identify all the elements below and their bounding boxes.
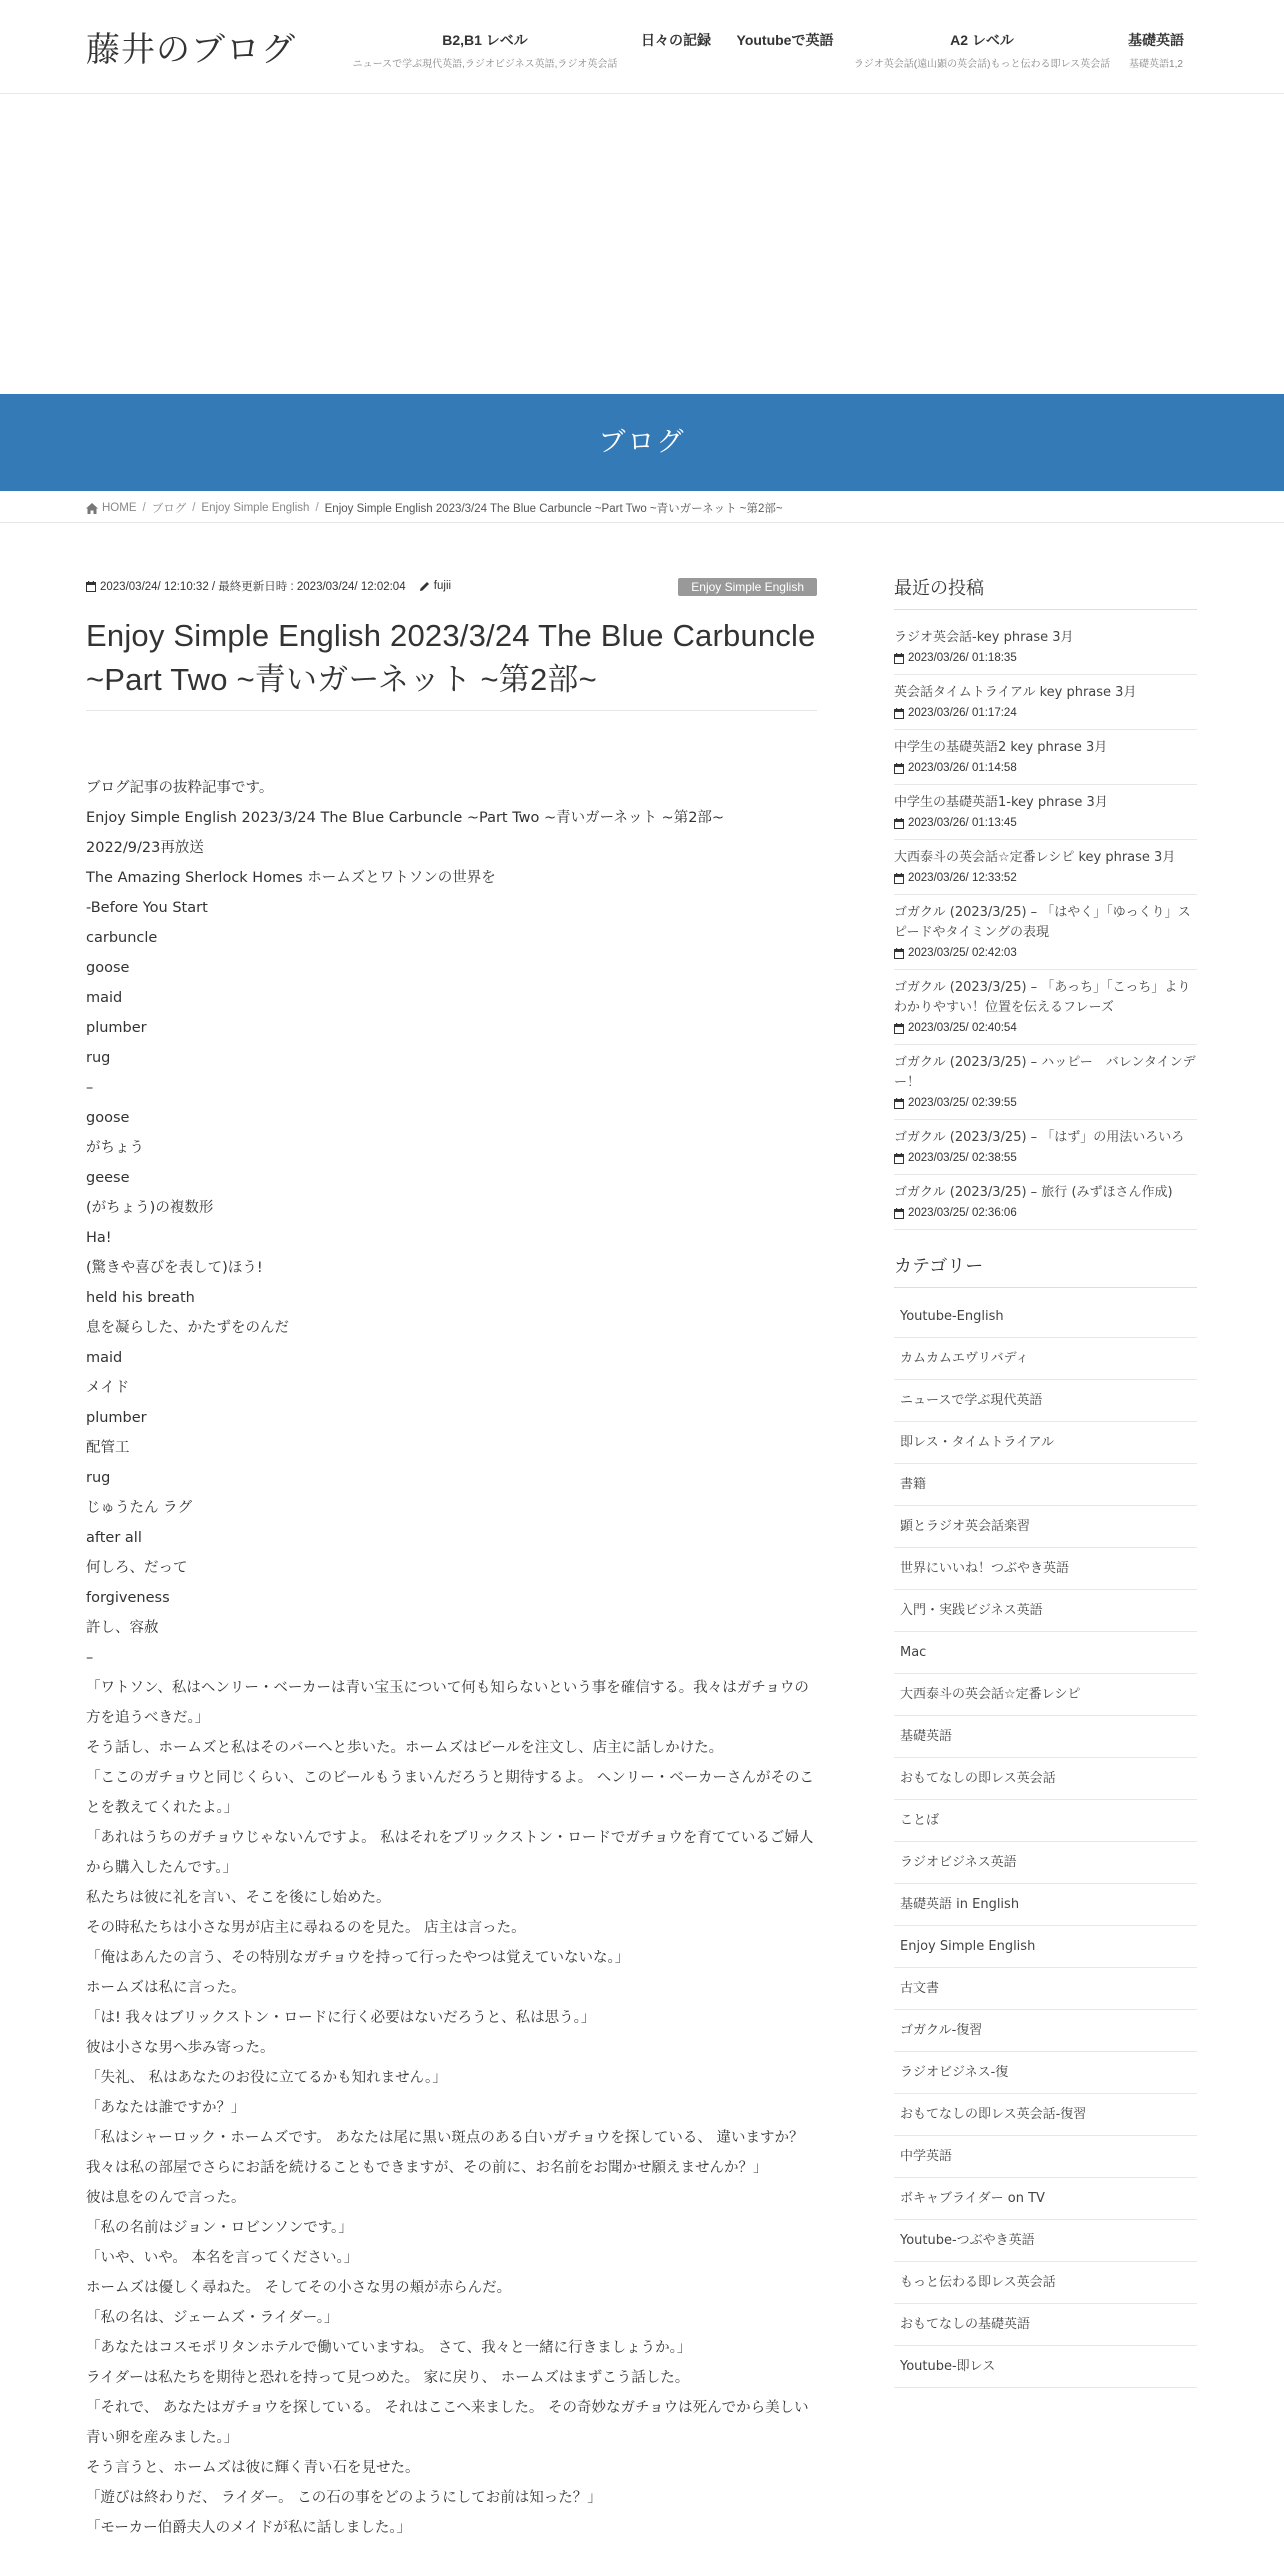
nav-item-sublabel: ニュースで学ぶ現代英語,ラジオビジネス英語,ラジオ英会話	[352, 59, 618, 70]
recent-post-link[interactable]: ゴガクル (2023/3/25) – 「はやく」「ゆっくり」スピードやタイミングの表現	[894, 905, 1191, 940]
recent-post-link[interactable]: 大西泰斗の英会話☆定番レシピ key phrase 3月	[894, 850, 1176, 865]
post-body	[86, 773, 817, 2543]
recent-post-link[interactable]: ラジオ英会話-key phrase 3月	[894, 630, 1074, 645]
body-line: 「あれはうちのガチョウじゃないんですよ。 私はそれをブリックストン・ロードでガチョウを育てているご婦人から購入したんです。」	[86, 1830, 814, 1876]
body-line: Enjoy Simple English 2023/3/24 The Blue Carbuncle ~Part Two ~青いガーネット ~第2部~	[86, 810, 725, 826]
recent-post-date	[894, 817, 1197, 829]
recent-post-date	[894, 1022, 1197, 1034]
breadcrumb: HOME / ブログ / Enjoy Simple English / Enjoy Simple English 2023/3/24 The Blue Carbuncle ~Part Two ~青いガーネット ~第2部~	[0, 491, 1284, 523]
body-line: after all	[86, 1530, 142, 1546]
recent-post-link[interactable]: ゴガクル (2023/3/25) – ハッピー バレンタインデー！	[894, 1055, 1196, 1090]
body-line: そう話し、ホームズと私はそのバーへと歩いた。ホームズはビールを注文し、店主に話しかけた。	[86, 1740, 724, 1756]
category-link[interactable]: ニュースで学ぶ現代英語	[894, 1380, 1197, 1422]
nav-item-a2[interactable]	[852, 30, 1112, 70]
nav-item-b2b1[interactable]	[342, 30, 628, 70]
recent-post-item	[894, 895, 1197, 970]
calendar-icon	[894, 873, 904, 884]
category-link[interactable]: 基礎英語	[894, 1716, 1197, 1758]
body-line: ホームズは優しく尋ねた。 そしてその小さな男の頬が赤らんだ。	[86, 2280, 512, 2296]
recent-post-item	[894, 785, 1197, 840]
recent-post-link[interactable]: 英会話タイムトライアル key phrase 3月	[894, 685, 1137, 700]
category-link[interactable]: 基礎英語 in English	[894, 1884, 1197, 1926]
category-link[interactable]: ゴガクル-復習	[894, 2010, 1197, 2052]
calendar-icon	[86, 581, 96, 592]
post-meta	[86, 578, 817, 600]
body-line: そう言うと、ホームズは彼に輝く青い石を見せた。	[86, 2460, 420, 2476]
body-line: held his breath	[86, 1290, 195, 1306]
breadcrumb-current: Enjoy Simple English 2023/3/24 The Blue Carbuncle ~Part Two ~青いガーネット ~第2部~	[324, 503, 783, 515]
nav-item-label: 基礎英語	[1128, 32, 1184, 48]
body-line: 「それで、 あなたはガチョウを探している。 それはここへ来ました。 その奇妙なガチョウは死んでから美しい青い卵を産みました。」	[86, 2400, 809, 2446]
category-link[interactable]: 古文書	[894, 1968, 1197, 2010]
body-line: –	[86, 1650, 94, 1666]
body-line: がちょう	[86, 1140, 144, 1156]
recent-post-date	[894, 762, 1197, 774]
body-line: 「ここのガチョウと同じくらい、このビールもうまいんだろうと期待するよ。 ヘンリー・ベーカーさんがそのことを教えてくれたよ。」	[86, 1770, 815, 1816]
recent-post-date	[894, 1097, 1197, 1109]
body-line: maid	[86, 1350, 123, 1366]
body-line: 彼は小さな男へ歩み寄った。	[86, 2040, 275, 2056]
body-line: 「あなたはコスモポリタンホテルで働いていますね。 さて、我々と一緒に行きましょうか。」	[86, 2340, 692, 2356]
body-line: rug	[86, 1470, 111, 1486]
category-link[interactable]: Enjoy Simple English	[894, 1926, 1197, 1968]
body-line: –	[86, 1080, 94, 1096]
breadcrumb-category[interactable]: Enjoy Simple English	[201, 502, 310, 514]
nav-item-label: Youtubeで英語	[736, 32, 834, 48]
breadcrumb-blog[interactable]: ブログ	[151, 503, 187, 515]
category-link[interactable]: ラジオビジネス-復	[894, 2052, 1197, 2094]
body-line: じゅうたん ラグ	[86, 1500, 193, 1516]
calendar-icon	[894, 1153, 904, 1164]
recent-post-item	[894, 1175, 1197, 1230]
body-line: 2022/9/23再放送	[86, 840, 204, 856]
body-line: 「あなたは誰ですか？」	[86, 2100, 246, 2116]
body-line: 彼は息をのんで言った。	[86, 2190, 246, 2206]
nav-item-kiso[interactable]	[1118, 30, 1194, 70]
nav-item-label: A2 レベル	[950, 32, 1014, 48]
category-link[interactable]: ボキャブライダー on TV	[894, 2178, 1197, 2220]
recent-post-item	[894, 675, 1197, 730]
categories-list	[894, 1296, 1197, 2388]
nav-item-label: 日々の記録	[641, 32, 711, 48]
recent-post-item	[894, 730, 1197, 785]
category-link[interactable]: おもてなしの即レス英会話	[894, 1758, 1197, 1800]
recent-post-date	[894, 1207, 1197, 1219]
nav-item-sublabel: ラジオ英会話(遠山顕の英会話)もっと伝わる即レス英会話	[853, 59, 1111, 70]
home-icon	[86, 503, 98, 514]
body-line: rug	[86, 1050, 111, 1066]
site-header	[0, 0, 1284, 94]
recent-post-date-text: 2023/03/26/ 01:18:35	[908, 652, 1017, 664]
body-line: その時私たちは小さな男が店主に尋ねるのを見た。 店主は言った。	[86, 1920, 526, 1936]
nav-item-label: B2,B1 レベル	[442, 32, 528, 48]
post-author[interactable]: fujii	[433, 580, 452, 592]
recent-post-date	[894, 947, 1197, 959]
sidebar	[894, 574, 1197, 2388]
body-line: ライダーは私たちを期待と恐れを持って見つめた。 家に戻り、 ホームズはまずこう話した。	[86, 2370, 690, 2386]
calendar-icon	[894, 1098, 904, 1109]
recent-post-date	[894, 707, 1197, 719]
category-link[interactable]: 中学英語	[894, 2136, 1197, 2178]
body-line: 「私の名前はジョン・ロビンソンです。」	[86, 2220, 353, 2236]
body-line: 「いや、いや。 本名を言ってください。」	[86, 2250, 359, 2266]
recent-post-date-text: 2023/03/26/ 01:13:45	[908, 817, 1017, 829]
recent-posts-list	[894, 620, 1197, 1230]
pencil-icon	[419, 581, 430, 592]
page-header	[0, 394, 1284, 491]
category-link[interactable]: 世界にいいね！つぶやき英語	[894, 1548, 1197, 1590]
recent-post-date-text: 2023/03/26/ 01:17:24	[908, 707, 1017, 719]
category-badge[interactable]: Enjoy Simple English	[678, 578, 817, 596]
category-link[interactable]: もっと伝わる即レス英会話	[894, 2262, 1197, 2304]
body-line: 「俺はあんたの言う、その特別なガチョウを持って行ったやつは覚えていないな。」	[86, 1950, 630, 1966]
recent-post-item	[894, 970, 1197, 1045]
recent-post-date	[894, 1152, 1197, 1164]
body-line: -Before You Start	[86, 900, 208, 916]
recent-post-link[interactable]: 中学生の基礎英語1-key phrase 3月	[894, 795, 1108, 810]
body-line: 配管工	[86, 1440, 130, 1456]
recent-post-item	[894, 840, 1197, 895]
recent-post-link[interactable]: ゴガクル (2023/3/25) – 「あっち」「こっち」よりわかりやすい！位置を伝えるフレーズ	[894, 980, 1191, 1015]
category-link[interactable]: 大西泰斗の英会話☆定番レシピ	[894, 1674, 1197, 1716]
post-title: Enjoy Simple English 2023/3/24 The Blue Carbuncle ~Part Two ~青いガーネット ~第2部~	[86, 614, 817, 711]
calendar-icon	[894, 818, 904, 829]
categories-title: カテゴリー	[894, 1252, 1197, 1288]
recent-post-date-text: 2023/03/25/ 02:42:03	[908, 947, 1017, 959]
recent-post-item	[894, 1045, 1197, 1120]
category-link[interactable]: Youtube-English	[894, 1296, 1197, 1338]
body-line: ホームズは私に言った。	[86, 1980, 246, 1996]
nav-item-youtube[interactable]	[728, 30, 842, 70]
main-content	[86, 578, 817, 2543]
breadcrumb-home[interactable]: HOME	[102, 502, 137, 514]
body-line: 息を凝らした、かたずをのんだ	[86, 1320, 289, 1336]
page-title: ブログ	[598, 427, 686, 458]
recent-post-link[interactable]: 中学生の基礎英語2 key phrase 3月	[894, 740, 1108, 755]
recent-post-link[interactable]: ゴガクル (2023/3/25) – 「はず」の用法いろいろ	[894, 1130, 1185, 1145]
body-line: Ha!	[86, 1230, 112, 1246]
nav-item-daily[interactable]	[636, 30, 716, 70]
body-line: 何しろ、だって	[86, 1560, 188, 1576]
body-line: ブログ記事の抜粋記事です。	[86, 780, 274, 796]
body-line: (驚きや喜びを表して)ほう!	[86, 1260, 263, 1276]
calendar-icon	[894, 653, 904, 664]
category-link[interactable]: 入門・実践ビジネス英語	[894, 1590, 1197, 1632]
category-link[interactable]: ことば	[894, 1800, 1197, 1842]
category-link[interactable]: Youtube-即レス	[894, 2346, 1197, 2388]
body-line: 「は! 我々はブリックストン・ロードに行く必要はないだろうと、私は思う。」	[86, 2010, 596, 2026]
body-line: goose	[86, 960, 130, 976]
body-line: forgiveness	[86, 1590, 170, 1606]
calendar-icon	[894, 708, 904, 719]
calendar-icon	[894, 1208, 904, 1219]
recent-post-date-text: 2023/03/26/ 01:14:58	[908, 762, 1017, 774]
category-link[interactable]: Youtube-つぶやき英語	[894, 2220, 1197, 2262]
body-line: 「モーカー伯爵夫人のメイドが私に話しました。」	[86, 2520, 412, 2536]
body-line: 許し、容赦	[86, 1620, 159, 1636]
body-line: 「失礼、 私はあなたのお役に立てるかも知れません。」	[86, 2070, 447, 2086]
body-line: geese	[86, 1170, 130, 1186]
category-link[interactable]: カムカムエヴリバディ	[894, 1338, 1197, 1380]
recent-post-date	[894, 872, 1197, 884]
category-link[interactable]: おもてなしの基礎英語	[894, 2304, 1197, 2346]
body-line: The Amazing Sherlock Homes ホームズとワトソンの世界を	[86, 870, 496, 886]
category-link[interactable]: 即レス・タイムトライアル	[894, 1422, 1197, 1464]
recent-post-link[interactable]: ゴガクル (2023/3/25) – 旅行 (みずほさん作成)	[894, 1185, 1173, 1200]
recent-post-item	[894, 1120, 1197, 1175]
recent-post-date-text: 2023/03/25/ 02:39:55	[908, 1097, 1017, 1109]
body-line: maid	[86, 990, 123, 1006]
body-line: 「私はシャーロック・ホームズです。 あなたは尾に黒い斑点のある白いガチョウを探している、 違いますか？ 我々は私の部屋でさらにお話を続けることもできますが、その前に、お名前をお聞かせ願えませんか？」	[86, 2130, 804, 2176]
category-link[interactable]: ラジオビジネス英語	[894, 1842, 1197, 1884]
recent-post-item	[894, 620, 1197, 675]
category-link[interactable]: おもてなしの即レス英会話-復習	[894, 2094, 1197, 2136]
recent-post-date-text: 2023/03/26/ 12:33:52	[908, 872, 1017, 884]
recent-post-date	[894, 652, 1197, 664]
body-line: 「ワトソン、私はヘンリー・ベーカーは青い宝玉について何も知らないという事を確信する。我々はガチョウの方を追うべきだ。」	[86, 1680, 809, 1726]
calendar-icon	[894, 1023, 904, 1034]
body-line: 「私の名は、ジェームズ・ライダー。」	[86, 2310, 339, 2326]
category-link[interactable]: Mac	[894, 1632, 1197, 1674]
body-line: 私たちは彼に礼を言い、そこを後にし始めた。	[86, 1890, 391, 1906]
post-dates: 2023/03/24/ 12:10:32 / 最終更新日時 : 2023/03/24/ 12:02:04	[100, 581, 406, 593]
recent-post-date-text: 2023/03/25/ 02:38:55	[908, 1152, 1017, 1164]
body-line: goose	[86, 1110, 130, 1126]
nav-item-sublabel: 基礎英語1,2	[1129, 59, 1183, 70]
recent-post-date-text: 2023/03/25/ 02:40:54	[908, 1022, 1017, 1034]
body-line: 「遊びは終わりだ、 ライダー。 この石の事をどのようにしてお前は知った？」	[86, 2490, 602, 2506]
category-link[interactable]: 書籍	[894, 1464, 1197, 1506]
body-line: plumber	[86, 1020, 147, 1036]
body-line: carbuncle	[86, 930, 158, 946]
body-line: plumber	[86, 1410, 147, 1426]
calendar-icon	[894, 948, 904, 959]
site-title[interactable]: 藤井のブログ	[86, 30, 296, 70]
ad-space	[0, 95, 1284, 394]
body-line: (がちょう)の複数形	[86, 1200, 214, 1216]
recent-post-date-text: 2023/03/25/ 02:36:06	[908, 1207, 1017, 1219]
recent-posts-title: 最近の投稿	[894, 574, 1197, 610]
calendar-icon	[894, 763, 904, 774]
body-line: メイド	[86, 1380, 130, 1396]
category-link[interactable]: 顕とラジオ英会話楽習	[894, 1506, 1197, 1548]
